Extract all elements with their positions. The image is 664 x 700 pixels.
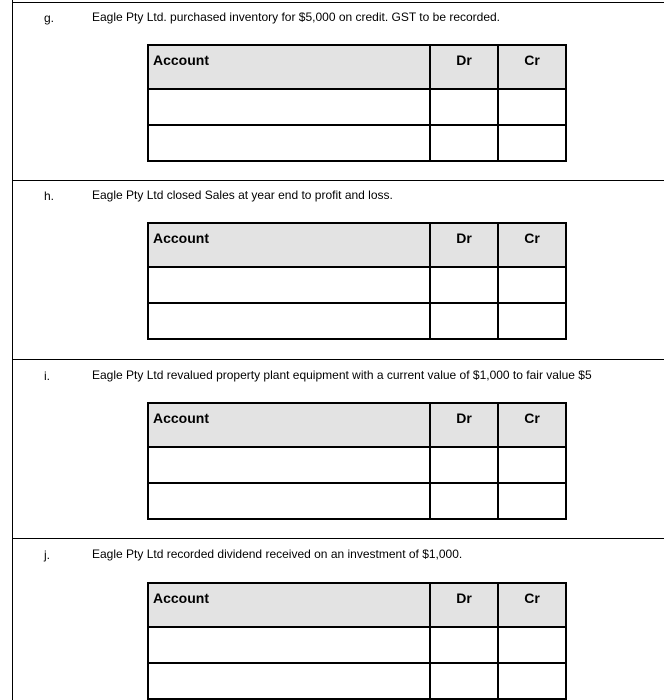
cr-header: Cr: [498, 223, 566, 267]
table-row: [148, 267, 566, 303]
cr-cell[interactable]: [498, 89, 566, 125]
dr-header: Dr: [430, 223, 498, 267]
table-row: [148, 447, 566, 483]
dr-cell[interactable]: [430, 267, 498, 303]
table-row: [148, 303, 566, 339]
account-cell[interactable]: [148, 627, 430, 663]
section-divider-h: [12, 180, 664, 181]
question-letter-g: g.: [44, 11, 55, 25]
cr-cell[interactable]: [498, 447, 566, 483]
cr-cell[interactable]: [498, 663, 566, 699]
account-cell[interactable]: [148, 303, 430, 339]
section-divider-i: [12, 359, 664, 360]
journal-table-h: [147, 222, 567, 340]
account-cell[interactable]: [148, 89, 430, 125]
cr-header: Cr: [498, 403, 566, 447]
account-cell[interactable]: [148, 267, 430, 303]
account-cell[interactable]: [148, 125, 430, 161]
dr-header: Dr: [430, 45, 498, 89]
account-cell[interactable]: [148, 483, 430, 519]
page-left-border: [12, 0, 13, 700]
table-row: [148, 89, 566, 125]
table-row: [148, 483, 566, 519]
question-letter-i: i.: [44, 369, 50, 383]
dr-header: Dr: [430, 583, 498, 627]
table-header-row: [148, 583, 566, 627]
question-text-g: Eagle Pty Ltd. purchased inventory for $5,000 on credit. GST to be recorded.: [92, 10, 501, 24]
account-header: Account: [148, 45, 430, 89]
dr-cell[interactable]: [430, 447, 498, 483]
question-text-h: Eagle Pty Ltd closed Sales at year end to profit and loss.: [92, 188, 393, 202]
question-letter-h: h.: [44, 189, 55, 203]
cr-header: Cr: [498, 45, 566, 89]
cr-cell[interactable]: [498, 483, 566, 519]
section-divider-g: [12, 2, 664, 3]
cr-cell[interactable]: [498, 267, 566, 303]
question-letter-j: j.: [44, 548, 50, 562]
journal-table-j: [147, 582, 567, 700]
dr-header: Dr: [430, 403, 498, 447]
table-header-row: [148, 45, 566, 89]
cr-cell[interactable]: [498, 627, 566, 663]
cr-cell[interactable]: [498, 125, 566, 161]
dr-cell[interactable]: [430, 627, 498, 663]
section-divider-j: [12, 538, 664, 539]
dr-cell[interactable]: [430, 663, 498, 699]
journal-table-i: [147, 402, 567, 520]
question-text-j: Eagle Pty Ltd recorded dividend received on an investment of $1,000.: [92, 547, 463, 561]
account-cell[interactable]: [148, 663, 430, 699]
dr-cell[interactable]: [430, 483, 498, 519]
cr-cell[interactable]: [498, 303, 566, 339]
dr-cell[interactable]: [430, 125, 498, 161]
table-row: [148, 663, 566, 699]
table-header-row: [148, 223, 566, 267]
table-row: [148, 627, 566, 663]
account-header: Account: [148, 403, 430, 447]
table-header-row: [148, 403, 566, 447]
cr-header: Cr: [498, 583, 566, 627]
dr-cell[interactable]: [430, 89, 498, 125]
account-cell[interactable]: [148, 447, 430, 483]
table-row: [148, 125, 566, 161]
account-header: Account: [148, 223, 430, 267]
dr-cell[interactable]: [430, 303, 498, 339]
account-header: Account: [148, 583, 430, 627]
question-text-i: Eagle Pty Ltd revalued property plant equipment with a current value of $1,000 to fair value $5: [92, 368, 592, 382]
journal-table-g: [147, 44, 567, 162]
